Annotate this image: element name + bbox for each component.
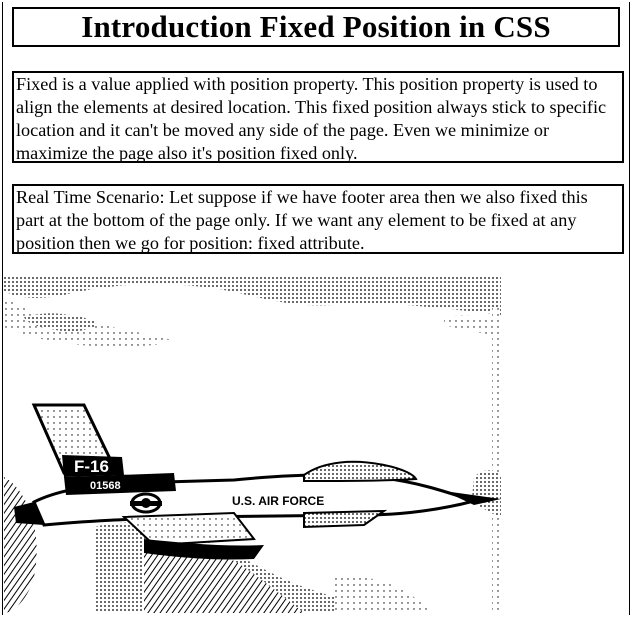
fighter-jet-image	[4, 277, 501, 613]
tail-number-text: F-16	[74, 457, 109, 476]
title-box	[12, 7, 620, 47]
fuselage-label-text: U.S. AIR FORCE	[232, 494, 325, 508]
serial-number-text: 01568	[90, 480, 121, 492]
fighter-jet-illustration	[4, 277, 501, 613]
paragraph-fixed-description: Fixed is a value applied with position property. This position property is used to align the elements at desired location. This fixed position always stick to specific location and it can't be moved any side of the page. Even we minimize or maximize the page also it's position fixed only.	[12, 71, 624, 163]
page-title: Introduction Fixed Position in CSS	[81, 9, 551, 44]
paragraph-real-time-scenario: Real Time Scenario: Let suppose if we have footer area then we also fixed this part at the bottom of the page only. If we want any element to be fixed at any position then we go for position: fixed attribute.	[12, 184, 624, 254]
